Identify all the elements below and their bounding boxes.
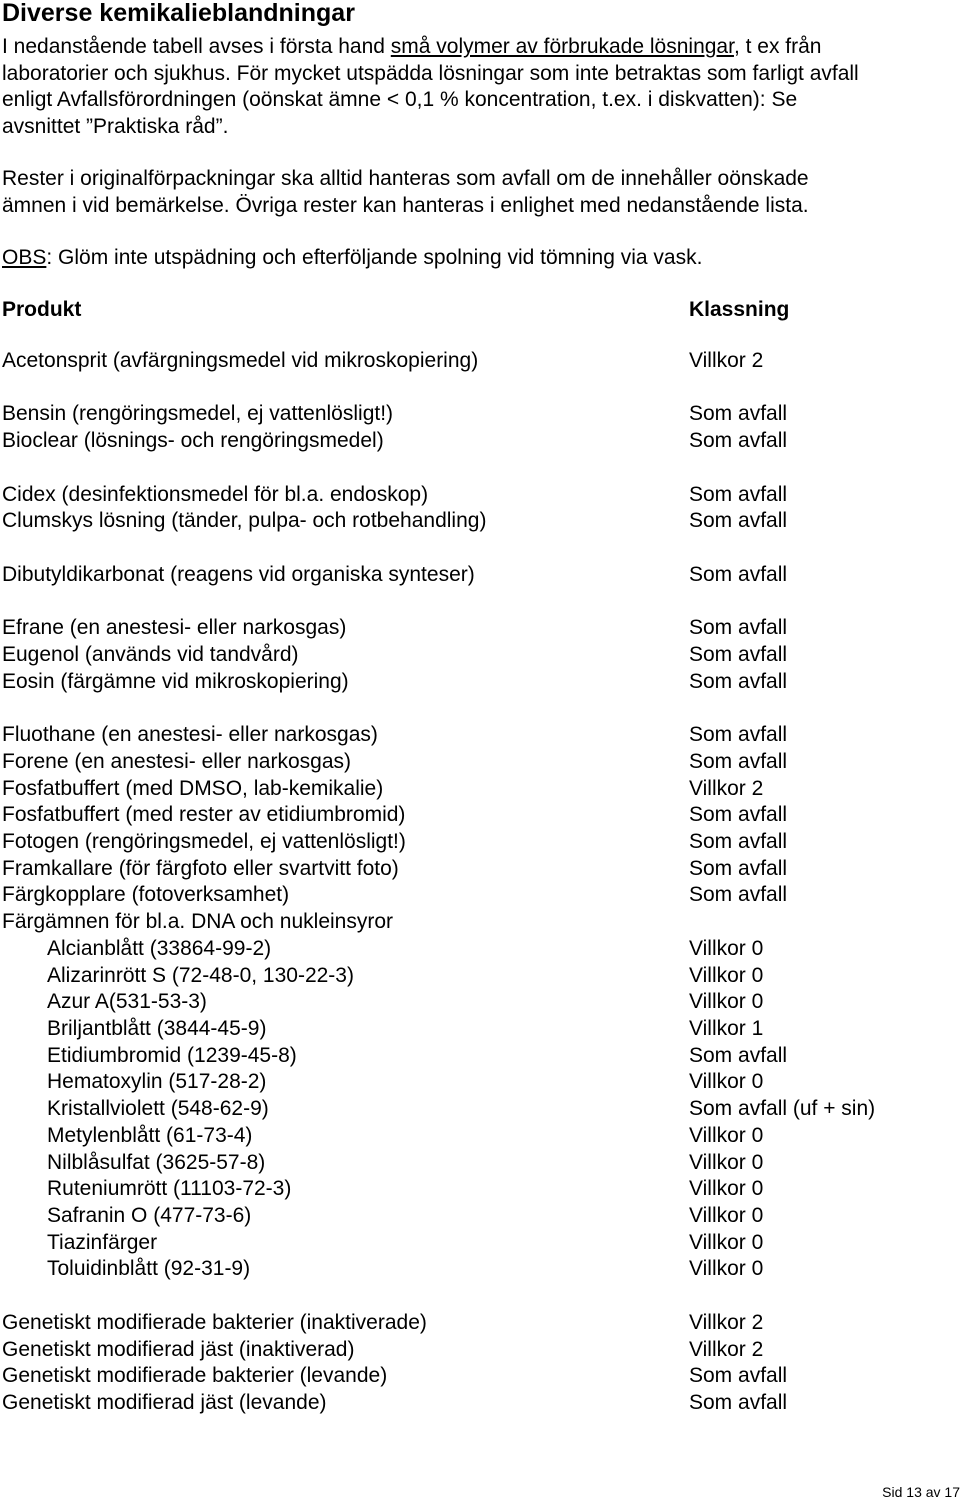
table-row [0,1390,960,1417]
table-row [0,1176,960,1203]
table-row [0,428,960,455]
rester-line-1: Rester i originalförpackningar ska alltid hanteras som avfall om de innehåller oönskade [2,167,809,190]
product-name: Azur A(531-53-3) [47,990,207,1014]
obs-label: OBS [2,246,47,269]
classification: Som avfall [689,616,788,640]
row-spacer [0,1283,960,1310]
product-name: Eosin (färgämne vid mikroskopiering) [2,669,349,693]
product-name: Färgämnen för bl.a. DNA och nukleinsyror [2,910,394,934]
classification: Villkor 2 [689,349,764,372]
classification: Som avfall [689,402,788,426]
intro-paragraph [2,34,859,140]
table-row [0,856,960,883]
row-spacer [0,588,960,615]
row-spacer [0,695,960,722]
intro-underlined-phrase: små volymer av förbrukade lösningar [390,35,734,58]
intro-line-1 [2,34,859,61]
table-row [0,1256,960,1283]
product-name: Eugenol (används vid tandvård) [2,642,299,666]
table-row [0,1069,960,1096]
table-row [0,1016,960,1043]
table-row [0,1310,960,1337]
classification: Villkor 0 [689,936,764,960]
page-title: Diverse kemikalieblandningar [2,0,355,27]
product-name: Cidex (desinfektionsmedel för bl.a. endoskop) [2,482,429,506]
classification: Villkor 0 [689,1230,764,1254]
classification: Villkor 2 [689,1310,764,1334]
product-name: Tiazinfärger [47,1230,158,1254]
table-row [0,722,960,749]
classification: Som avfall [689,803,788,827]
column-header-classification: Klassning [689,298,790,321]
table-row [0,1123,960,1150]
classification: Villkor 0 [689,1150,764,1174]
table-row [0,963,960,990]
table-row [0,1043,960,1070]
table-row [0,401,960,428]
obs-note [2,245,702,272]
classification: Som avfall [689,562,788,586]
classification: Villkor 0 [689,1177,764,1201]
product-name: Alcianblått (33864-99-2) [47,936,272,960]
row-spacer [0,455,960,482]
rester-paragraph [2,166,809,219]
table-row [0,1363,960,1390]
classification: Som avfall [689,749,788,773]
classification: Villkor 0 [689,990,764,1014]
classification: Villkor 0 [689,1123,764,1147]
table-row [0,802,960,829]
product-name: Fosfatbuffert (med rester av etidiumbromid) [2,803,406,827]
rester-line-2: ämnen i vid bemärkelse. Övriga rester kan hanteras i enlighet med nedanstående lista. [2,193,809,217]
intro-line-1-start: I nedanstående tabell avses i första hand [2,35,391,58]
table-row [0,1230,960,1257]
classification: Villkor 2 [689,776,764,800]
product-name: Framkallare (för färgfoto eller svartvitt foto) [2,856,399,880]
table-row [0,348,960,375]
page-number: Sid 13 av 17 [882,1484,960,1500]
table-row [0,989,960,1016]
classification: Som avfall [689,1043,788,1067]
product-table [0,348,960,1417]
table-row [0,909,960,936]
product-name: Dibutyldikarbonat (reagens vid organiska synteser) [2,562,475,586]
product-name: Clumskys lösning (tänder, pulpa- och rotbehandling) [2,509,487,533]
table-row [0,1096,960,1123]
intro-line-4: avsnittet ”Praktiska råd”. [2,114,229,138]
classification: Villkor 0 [689,963,764,987]
product-name: Alizarinrött S (72-48-0, 130-22-3) [47,963,354,987]
classification: Som avfall [689,856,788,880]
classification: Som avfall [689,1391,788,1415]
table-row [0,669,960,696]
classification: Som avfall [689,723,788,747]
intro-line-1-end: , t ex från [733,35,822,58]
table-row [0,1150,960,1177]
table-row [0,829,960,856]
obs-text: : Glöm inte utspädning och efterföljande spolning vid tömning via vask. [46,246,703,269]
classification: Villkor 1 [689,1016,764,1040]
column-header-product: Produkt [2,298,82,321]
classification: Villkor 0 [689,1070,764,1094]
product-name: Efrane (en anestesi- eller narkosgas) [2,616,347,640]
table-row [0,615,960,642]
classification: Som avfall [689,1364,788,1388]
table-row [0,936,960,963]
product-name: Etidiumbromid (1239-45-8) [47,1043,297,1067]
product-name: Toluidinblått (92-31-9) [47,1257,251,1281]
table-row [0,776,960,803]
product-name: Acetonsprit (avfärgningsmedel vid mikroskopiering) [2,349,479,372]
product-name: Nilblåsulfat (3625-57-8) [47,1150,266,1174]
classification: Som avfall (uf + sin) [689,1097,876,1121]
product-name: Ruteniumrött (11103-72-3) [47,1177,292,1201]
product-name: Genetiskt modifierad jäst (inaktiverad) [2,1337,355,1361]
product-name: Bioclear (lösnings- och rengöringsmedel) [2,429,384,453]
classification: Villkor 0 [689,1204,764,1227]
table-row [0,562,960,589]
classification: Som avfall [689,669,788,693]
table-row [0,482,960,509]
classification: Villkor 2 [689,1337,764,1361]
product-name: Forene (en anestesi- eller narkosgas) [2,749,352,773]
product-name: Genetiskt modifierade bakterier (inaktiverade) [2,1310,427,1334]
classification: Som avfall [689,642,788,666]
product-name: Hematoxylin (517-28-2) [47,1070,267,1094]
product-name: Färgkopplare (fotoverksamhet) [2,883,290,907]
table-row [0,1203,960,1230]
product-name: Bensin (rengöringsmedel, ej vattenlösligt!) [2,402,394,426]
intro-line-2: laboratorier och sjukhus. För mycket utspädda lösningar som inte betraktas som farligt avfall [2,61,859,85]
table-row [0,508,960,535]
table-row [0,642,960,669]
classification: Villkor 0 [689,1257,764,1281]
table-row [0,1337,960,1364]
classification: Som avfall [689,482,788,506]
product-name: Briljantblått (3844-45-9) [47,1016,267,1040]
table-row [0,749,960,776]
classification: Som avfall [689,429,788,453]
product-name: Fluothane (en anestesi- eller narkosgas) [2,723,378,747]
row-spacer [0,535,960,562]
row-spacer [0,375,960,402]
product-name: Fosfatbuffert (med DMSO, lab-kemikalie) [2,776,384,800]
classification: Som avfall [689,829,788,853]
product-name: Fotogen (rengöringsmedel, ej vattenlösligt!) [2,829,406,853]
product-name: Genetiskt modifierad jäst (levande) [2,1391,327,1415]
intro-line-3: enligt Avfallsförordningen (oönskat ämne < 0,1 % koncentration, t.ex. i diskvatten): Se [2,88,798,111]
product-name: Kristallviolett (548-62-9) [47,1097,269,1121]
product-name: Safranin O (477-73-6) [47,1204,252,1227]
product-name: Genetiskt modifierade bakterier (levande) [2,1364,388,1388]
classification: Som avfall [689,509,788,533]
product-name: Metylenblått (61-73-4) [47,1123,253,1147]
classification: Som avfall [689,883,788,907]
table-row [0,882,960,909]
